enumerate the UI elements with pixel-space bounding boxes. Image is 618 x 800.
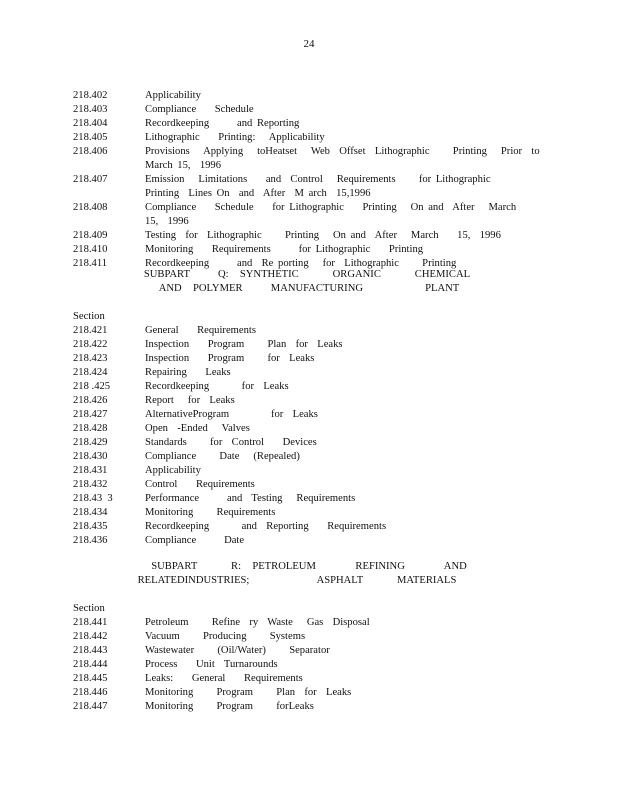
toc-entry <box>73 422 543 436</box>
section-title: Open -Ended Valves <box>145 423 250 434</box>
section-number: 218.423 <box>73 353 108 364</box>
section-number: 218.430 <box>73 451 108 462</box>
section-number: 218.434 <box>73 507 108 518</box>
toc-entry <box>73 464 543 478</box>
toc-entry <box>73 644 543 658</box>
toc-entry <box>73 534 543 548</box>
section-number: 218.441 <box>73 617 108 628</box>
toc-entry <box>73 492 543 506</box>
toc-entry <box>73 700 543 714</box>
section-title: Monitoring Requirements for Lithographic Printing <box>145 244 424 255</box>
section-title: Control Requirements <box>145 479 255 490</box>
section-number: 218.432 <box>73 479 108 490</box>
section-number: 218.411 <box>73 258 108 269</box>
toc-entry <box>73 616 543 630</box>
toc-entry <box>73 436 543 450</box>
section-number: 218.429 <box>73 437 108 448</box>
toc-entry <box>73 352 543 366</box>
section-number: 218.43 3 <box>73 493 113 504</box>
section-title: Compliance Schedule <box>145 104 254 115</box>
toc-entry <box>73 380 543 394</box>
section-title: Recordkeeping for Leaks <box>145 381 289 392</box>
toc-entry <box>73 506 543 520</box>
section-number: 218.424 <box>73 367 108 378</box>
section-number: 218.444 <box>73 659 108 670</box>
toc-entry <box>73 201 543 229</box>
section-number: 218.404 <box>73 118 108 129</box>
toc-entry <box>73 686 543 700</box>
toc-entry <box>73 173 543 201</box>
toc-group-subpart-q <box>73 310 543 548</box>
section-title: Monitoring Program forLeaks <box>145 701 314 712</box>
section-number: 218.445 <box>73 673 108 684</box>
subpart-q-heading-line1: SUBPART Q: SYNTHETIC ORGANIC CHEMICAL <box>143 269 471 280</box>
section-number: 218.436 <box>73 535 108 546</box>
toc-entry <box>73 131 543 145</box>
toc-entry <box>73 366 543 380</box>
section-title: Inspection Program for Leaks <box>145 353 315 364</box>
section-number: 218.409 <box>73 230 108 241</box>
section-title: Repairing Leaks <box>145 367 231 378</box>
section-number: 218.405 <box>73 132 108 143</box>
section-title: Testing for Lithographic Printing On and After March 15, 1996 <box>145 230 501 241</box>
section-number: 218.443 <box>73 645 108 656</box>
toc-entry <box>73 658 543 672</box>
section-number: 218.422 <box>73 339 108 350</box>
section-number: 218.442 <box>73 631 108 642</box>
section-title: Emission Limitations and Control Requirements for Lithographic Printing Lines On and After M arch 15,1996 <box>145 174 510 199</box>
section-title: Performance and Testing Requirements <box>145 493 356 504</box>
section-title: Vacuum Producing Systems <box>145 631 306 642</box>
section-number: 218.407 <box>73 174 108 185</box>
section-number: 218.402 <box>73 90 108 101</box>
section-title: Process Unit Turnarounds <box>145 659 278 670</box>
section-title: Leaks: General Requirements <box>145 673 303 684</box>
toc-entry <box>73 450 543 464</box>
section-title: Applicability <box>145 90 201 101</box>
subpart-r-heading-line2: RELATEDINDUSTRIES; ASPHALT MATERIALS <box>137 575 457 586</box>
toc-entry <box>73 243 543 257</box>
toc-entry <box>73 89 543 103</box>
section-number: 218.446 <box>73 687 108 698</box>
section-title: Compliance Date <box>145 535 245 546</box>
toc-entry <box>73 338 543 352</box>
toc-entry <box>73 103 543 117</box>
section-title: AlternativeProgram for Leaks <box>145 409 318 420</box>
section-title: Recordkeeping and Reporting Requirements <box>145 521 387 532</box>
section-title: Provisions Applying toHeatset Web Offset Lithographic Printing Prior to March 15, 1996 <box>145 146 545 171</box>
section-number: 218.410 <box>73 244 108 255</box>
section-number: 218.428 <box>73 423 108 434</box>
section-title: Inspection Program Plan for Leaks <box>145 339 343 350</box>
page-number: 24 <box>303 38 315 50</box>
toc-entry <box>73 117 543 131</box>
section-number: 218.406 <box>73 146 108 157</box>
toc-entry <box>73 672 543 686</box>
section-title: Monitoring Requirements <box>145 507 276 518</box>
toc-entry <box>73 478 543 492</box>
toc-entry <box>73 145 543 173</box>
section-number: 218.421 <box>73 325 108 336</box>
toc-group-lithographic <box>73 89 543 271</box>
toc-entry <box>73 630 543 644</box>
section-number: 218.403 <box>73 104 108 115</box>
section-title: Standards for Control Devices <box>145 437 317 448</box>
toc-entry <box>73 229 543 243</box>
toc-entry <box>73 408 543 422</box>
section-title: Wastewater (Oil/Water) Separator <box>145 645 330 656</box>
section-title: Applicability <box>145 465 201 476</box>
toc-entry <box>73 520 543 534</box>
toc-entry <box>73 394 543 408</box>
section-title: Report for Leaks <box>145 395 235 406</box>
section-number: 218.435 <box>73 521 108 532</box>
section-title: Compliance Date (Repealed) <box>145 451 300 462</box>
section-label: Section <box>73 603 105 614</box>
section-title: Monitoring Program Plan for Leaks <box>145 687 352 698</box>
section-number: 218.431 <box>73 465 108 476</box>
section-number: 218.426 <box>73 395 108 406</box>
section-label: Section <box>73 311 105 322</box>
subpart-r-heading-line1: SUBPART R: PETROLEUM REFINING AND <box>151 561 467 572</box>
toc-group-subpart-r <box>73 602 543 714</box>
section-title: Recordkeeping and Re porting for Lithographic Printing <box>145 258 457 269</box>
section-title: Lithographic Printing: Applicability <box>145 132 325 143</box>
section-title: Compliance Schedule for Lithographic Printing On and After March 15, 1996 <box>145 202 535 227</box>
section-number: 218.408 <box>73 202 108 213</box>
subpart-q-heading-line2: AND POLYMER MANUFACTURING PLANT <box>158 283 460 294</box>
section-number: 218.447 <box>73 701 108 712</box>
section-number: 218 .425 <box>73 381 111 392</box>
section-title: Petroleum Refine ry Waste Gas Disposal <box>145 617 370 628</box>
section-number: 218.427 <box>73 409 108 420</box>
toc-entry <box>73 324 543 338</box>
section-title: Recordkeeping and Reporting <box>145 118 300 129</box>
section-title: General Requirements <box>145 325 256 336</box>
